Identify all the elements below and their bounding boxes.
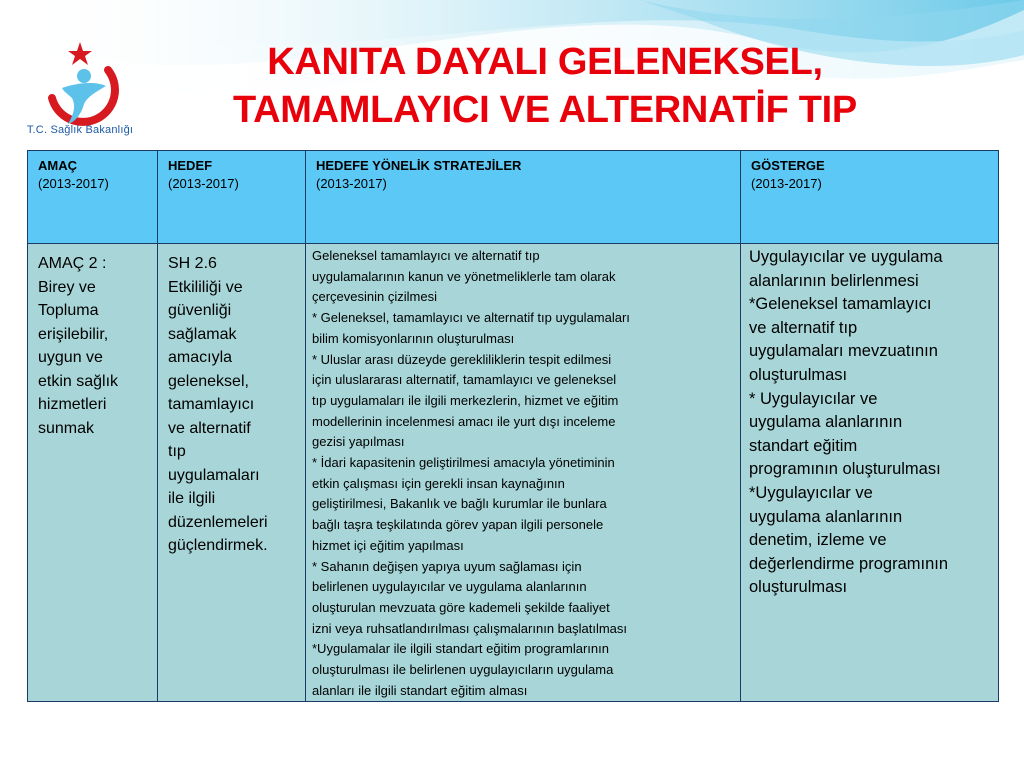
hedef-line: sağlamak [168,325,237,343]
hedef-line: güçlendirmek. [168,537,268,554]
amac-line: uygun ve [38,349,103,366]
indicator-line: uygulamaları mevzuatının [749,342,938,361]
header-label: HEDEFE YÖNELİK STRATEJİLER [316,158,522,173]
logo-text: T.C. Sağlık Bakanlığı [26,124,134,136]
header-cell-hedef [158,151,306,244]
amac-line: etkin sağlık [38,372,119,390]
header-cell-amac [28,151,158,244]
amac-line: sunmak [38,419,95,437]
strategy-line: çerçevesinin çizilmesi [312,289,437,305]
hedef-line: düzenlemeleri [168,513,268,531]
header-years: (2013-2017) [751,176,822,191]
strategy-line: alanları ile ilgili standart eğitim alması [312,682,528,698]
strategy-table [27,150,999,702]
hedef-line: SH 2.6 [168,255,217,272]
hedef-line: tıp [168,443,186,460]
hedef-line: geleneksel, [168,372,249,390]
header-years: (2013-2017) [38,176,109,191]
header-label: GÖSTERGE [751,158,825,173]
strategy-line: izni veya ruhsatlandırılması çalışmalarının başlatılması [312,620,628,636]
title-line-2: TAMAMLAYICI VE ALTERNATİF TIP [233,89,857,131]
strategy-line: uygulamalarının kanun ve yönetmeliklerle tam olarak [312,268,616,284]
amac-line: Birey ve [38,278,96,296]
hedef-line: amacıyla [168,349,233,366]
amac-line: hizmetleri [38,396,107,413]
table-header-row [28,151,999,244]
slide-title [150,38,940,134]
strategy-line: hizmet içi eğitim yapılması [312,537,464,553]
indicator-line: *Geleneksel tamamlayıcı [749,295,932,314]
hedef-line: Etkililiği ve [168,278,243,296]
indicator-line: ve alternatif tıp [749,318,858,337]
indicator-line: uygulama alanlarının [749,507,903,526]
title-line-1: KANITA DAYALI GELENEKSEL, [267,41,823,83]
cell-stratejiler [306,244,741,702]
indicator-line: standart eğitim [749,436,858,455]
strategy-line: oluşturulması ile belirlenen uygulayıcıların uygulama [312,662,614,678]
strategy-line: tıp uygulamaları ile ilgili merkezlerin, hizmet ve eğitim [312,392,619,408]
strategy-line: bağlı taşra teşkilatında görev yapan ilgili personele [312,517,604,533]
strategy-line: gezisi yapılması [312,434,405,450]
indicator-line: Uygulayıcılar ve uygulama [749,248,943,266]
indicator-line: programının oluşturulması [749,460,941,479]
indicator-line: alanlarının belirlenmesi [749,271,919,290]
hedef-line: tamamlayıcı [168,396,255,413]
strategy-line: * Uluslar arası düzeyde gerekliliklerin tespit edilmesi [312,351,612,367]
amac-line: Topluma [38,302,99,319]
indicator-line: denetim, izleme ve [749,531,887,550]
indicator-line: değerlendirme programının [749,554,949,573]
indicator-line: uygulama alanlarının [749,413,903,432]
strategy-line: oluşturulan mevzuata göre kademeli şekilde faaliyet [312,599,610,615]
cell-hedef [158,244,306,702]
strategy-line: * İdari kapasitenin geliştirilmesi amacıyla yönetiminin [312,455,615,471]
header-years: (2013-2017) [316,176,387,191]
hedef-line: güvenliği [168,302,232,319]
strategy-line: modellerinin incelenmesi amacı ile yurt dışı inceleme [312,413,616,429]
cell-amac [28,244,158,702]
table-row [28,244,999,702]
star-icon [68,42,92,65]
indicator-line: oluşturulması [749,365,848,384]
indicator-line: *Uygulayıcılar ve [749,483,873,502]
amac-line: AMAÇ 2 : [38,255,107,272]
header-label: HEDEF [168,158,213,173]
header-cell-gosterge [741,151,999,244]
strategy-line: bilim komisyonlarının oluşturulması [312,330,515,346]
strategy-line: belirlenen uygulayıcılar ve uygulama alanlarının [312,579,587,595]
indicator-line: * Uygulayıcılar ve [749,389,878,408]
strategy-line: * Sahanın değişen yapıya uyum sağlaması için [312,558,582,574]
strategy-line: etkin çalışması için gerekli insan kaynağının [312,475,565,491]
cell-gosterge [741,244,999,702]
header-years: (2013-2017) [168,176,239,191]
hedef-line: ile ilgili [168,490,216,507]
strategy-line: *Uygulamalar ile ilgili standart eğitim programlarının [312,641,609,657]
header-label: AMAÇ [38,158,77,173]
strategy-line: için uluslararası alternatif, tamamlayıcı ve geleneksel [312,372,617,388]
hedef-line: uygulamaları [168,466,260,484]
indicator-line: oluşturulması [749,578,848,597]
strategy-line: geliştirilmesi, Bakanlık ve bağlı kurumlar ile bunlara [312,496,607,512]
header-cell-stratejiler [306,151,741,244]
strategy-line: Geleneksel tamamlayıcı ve alternatif tıp [312,248,540,263]
amac-line: erişilebilir, [38,325,109,343]
strategy-line: * Geleneksel, tamamlayıcı ve alternatif tıp uygulamaları [312,310,630,326]
hedef-line: ve alternatif [168,419,251,437]
